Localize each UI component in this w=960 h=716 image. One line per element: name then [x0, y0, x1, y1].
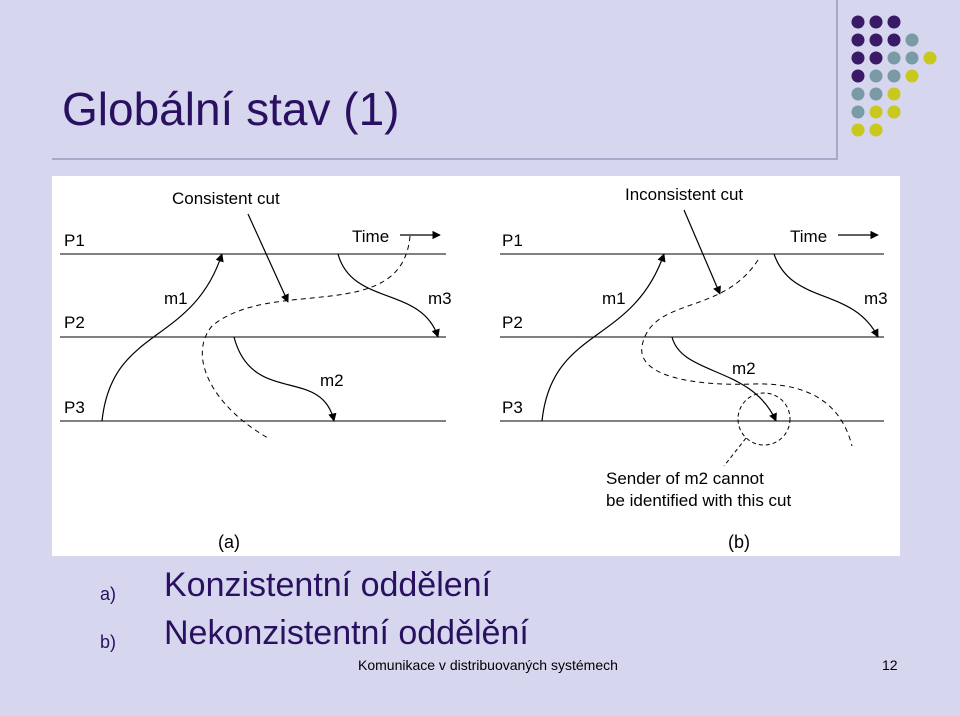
message-label-m2-a: m2 [320, 371, 344, 390]
cut-pointer-arrow-a [248, 214, 288, 302]
slide-title: Globální stav (1) [62, 83, 400, 135]
caption-a: (a) [218, 532, 240, 552]
cut-diagram-figure [52, 176, 900, 556]
message-m2-a [234, 337, 334, 421]
page-number: 12 [882, 657, 898, 673]
note-line-1: Sender of m2 cannot [606, 469, 764, 488]
message-m3-b [774, 254, 878, 337]
process-label-p1-a: P1 [64, 231, 85, 250]
time-label-a: Time [352, 227, 390, 246]
message-label-m1-b: m1 [602, 289, 626, 308]
caption-b: (b) [728, 532, 750, 552]
note-pointer-line [724, 438, 746, 466]
message-label-m3-a: m3 [428, 289, 452, 308]
slide-footer: Komunikace v distribuovaných systémech [358, 657, 618, 673]
message-m2-b [672, 337, 776, 421]
process-label-p1-b: P1 [502, 231, 523, 250]
panel-b [500, 185, 888, 552]
inconsistent-cut-line [642, 260, 852, 446]
decorative-dot-grid [0, 0, 960, 160]
time-label-b: Time [790, 227, 828, 246]
message-label-m2-b: m2 [732, 359, 756, 378]
divider-vertical [836, 0, 838, 160]
process-label-p3-a: P3 [64, 398, 85, 417]
message-label-m3-b: m3 [864, 289, 888, 308]
cut-pointer-arrow-b [684, 210, 720, 294]
divider-horizontal [52, 158, 838, 160]
bullet-marker: b) [100, 632, 117, 652]
message-m3-a [338, 254, 438, 337]
cut-diagram [52, 176, 900, 556]
bullet-marker: a) [100, 584, 117, 604]
bullet-text: Nekonzistentní oddělění [164, 614, 529, 652]
message-label-m1-a: m1 [164, 289, 188, 308]
cut-label-a: Consistent cut [172, 189, 280, 208]
process-label-p2-a: P2 [64, 313, 85, 332]
m2-sender-highlight [738, 393, 790, 445]
cut-label-b: Inconsistent cut [625, 185, 744, 204]
process-label-p3-b: P3 [502, 398, 523, 417]
bullet-text: Konzistentní oddělení [164, 566, 492, 604]
panel-a [60, 189, 452, 552]
note-line-2: be identified with this cut [606, 491, 792, 510]
process-label-p2-b: P2 [502, 313, 523, 332]
